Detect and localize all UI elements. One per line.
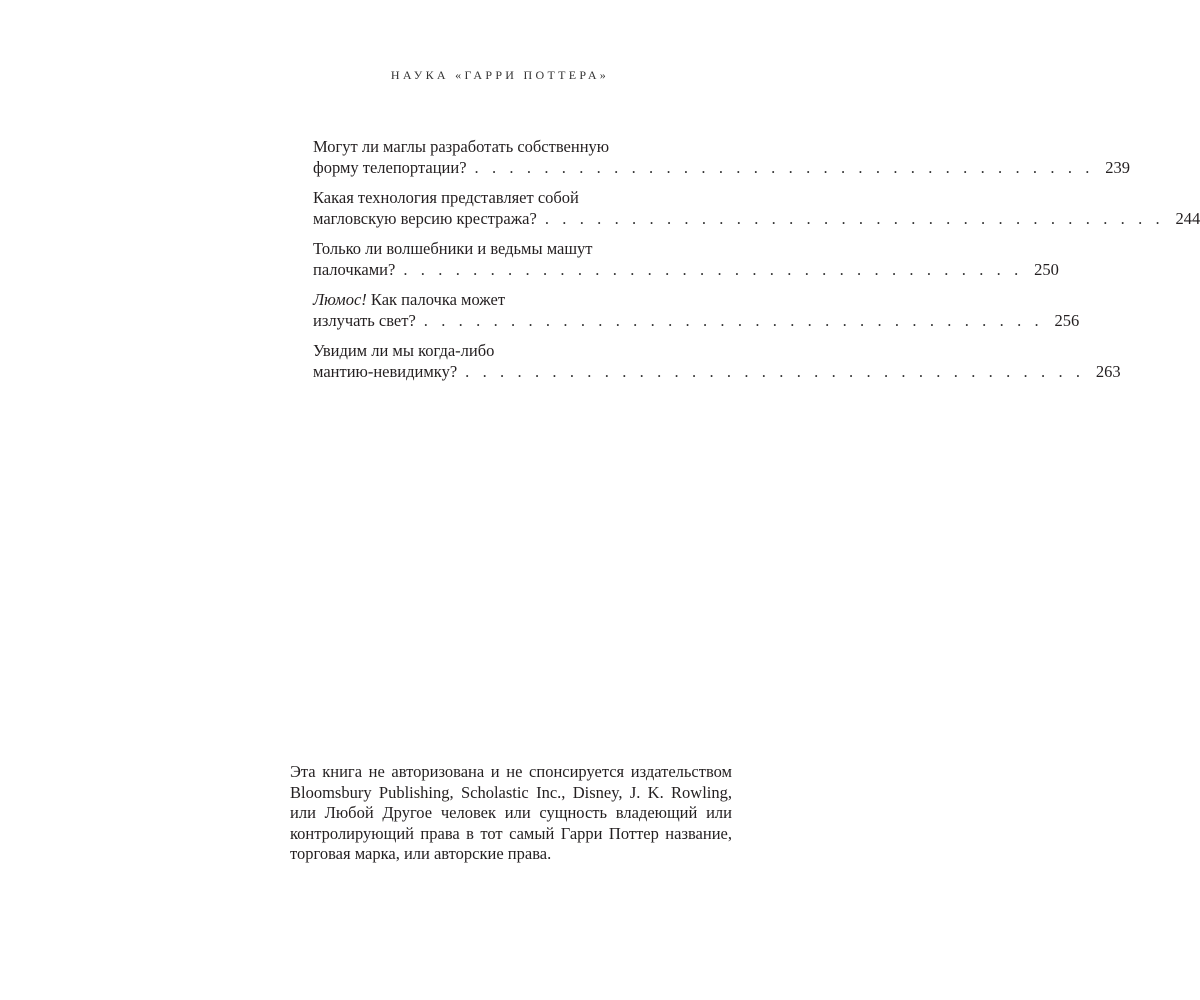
toc-page-number: 250 — [1034, 259, 1059, 279]
toc-entry-title-line2 — [313, 208, 1200, 230]
toc-entry-italic-word: Люмос! — [313, 290, 367, 309]
toc-entry-title-end: форму телепортации? — [313, 157, 467, 177]
toc-page-number: 256 — [1054, 310, 1080, 330]
toc-entry-title-line1: Увидим ли мы когда-либо — [313, 341, 495, 360]
toc-entry-title-end: мантию-невидимку? — [313, 361, 458, 381]
toc-entry-title-line2 — [313, 157, 1130, 179]
toc-entry-title-line2 — [313, 361, 1121, 383]
toc-entry-title-line2 — [313, 259, 1059, 281]
toc-entry-title-line1: Люмос! Как палочка может — [313, 290, 506, 309]
toc-dot-leader: . . . . . . . . . . . . . . . . . . . . . . . . . . . . . . . . . . . . — [465, 361, 1085, 381]
toc-entry[interactable] — [313, 188, 1200, 229]
toc-page-number: 263 — [1095, 361, 1121, 381]
toc-dot-leader: . . . . . . . . . . . . . . . . . . . . . . . . . . . . . . . . . . . . — [403, 259, 1023, 279]
table-of-contents — [313, 137, 1200, 392]
toc-page-number: 244 — [1175, 208, 1200, 228]
toc-entry[interactable] — [313, 239, 1059, 280]
toc-entry-title-line1: Могут ли маглы разработать собственную — [313, 137, 610, 156]
toc-entry-title-end: палочками? — [313, 259, 396, 279]
toc-entry-title-line1: Какая технология представляет собой — [313, 188, 579, 207]
running-head: НАУКА «ГАРРИ ПОТТЕРА» — [390, 68, 610, 82]
toc-entry[interactable] — [313, 137, 1130, 178]
toc-entry-title-end: излучать свет? — [313, 310, 416, 330]
toc-dot-leader: . . . . . . . . . . . . . . . . . . . . . . . . . . . . . . . . . . . . — [423, 310, 1044, 330]
disclaimer-paragraph: Эта книга не авторизована и не спонсируется издательством Bloomsbury Publishing, Scholastic Inc., Disney, J. K. Rowling, или Любой Другое человек или сущность владеющий или контролирующий права в тот самый Гарри Поттер название, торговая марка, или авторские права. — [290, 762, 732, 864]
toc-dot-leader: . . . . . . . . . . . . . . . . . . . . . . . . . . . . . . . . . . . . — [544, 208, 1165, 228]
toc-entry-title-end: магловскую версию крестража? — [313, 208, 537, 228]
toc-entry[interactable] — [313, 290, 1080, 331]
toc-entry[interactable] — [313, 341, 1121, 382]
toc-entry-title-line2 — [313, 310, 1080, 332]
toc-dot-leader: . . . . . . . . . . . . . . . . . . . . . . . . . . . . . . . . . . . . — [474, 157, 1094, 177]
toc-page-number: 239 — [1105, 157, 1130, 177]
toc-entry-title-line1: Только ли волшебники и ведьмы машут — [313, 239, 593, 258]
